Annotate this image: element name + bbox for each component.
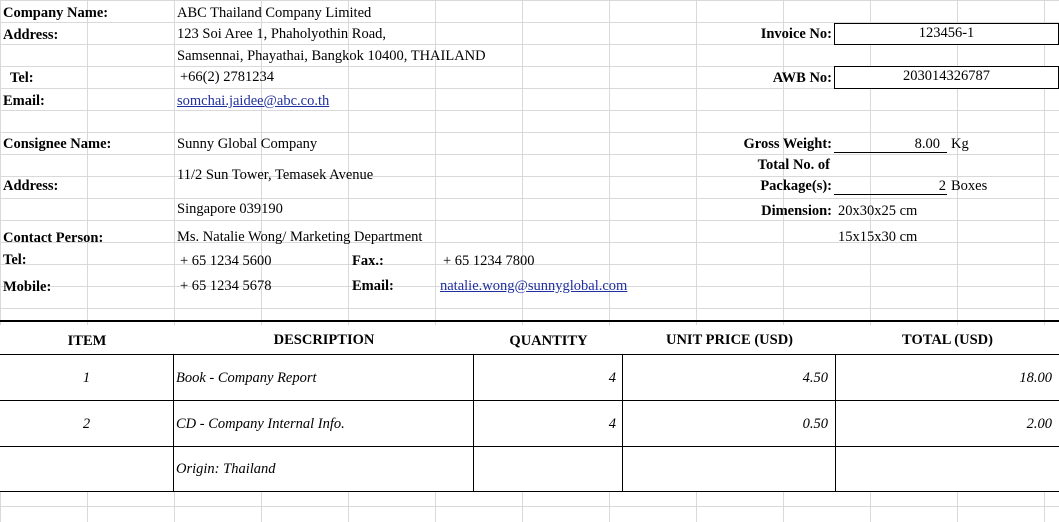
shipper-email-label: Email: (3, 93, 45, 109)
consignee-address-line2[interactable]: Singapore 039190 (177, 201, 283, 217)
table-header-description: DESCRIPTION (273, 332, 375, 348)
contact-person-label: Contact Person: (3, 230, 104, 246)
table-row-2-total-cell (836, 401, 1059, 447)
section-divider (0, 320, 1059, 322)
consignee-address-line1[interactable]: 11/2 Sun Tower, Temasek Avenue (177, 167, 374, 183)
consignee-email-label: Email: (352, 278, 394, 294)
packages-unit: Boxes (951, 178, 988, 194)
table-row-1-total-cell (836, 355, 1059, 401)
consignee-name-value[interactable]: Sunny Global Company (177, 136, 318, 152)
shipper-tel-value[interactable]: +66(2) 2781234 (180, 69, 274, 85)
shipper-address-line1[interactable]: 123 Soi Aree 1, Phaholyothin Road, (177, 26, 387, 42)
table-row-1-unit-price-cell (623, 355, 836, 401)
table-header-unit-price: UNIT PRICE (USD) (665, 332, 794, 348)
table-row-1-total[interactable]: 18.00 (1019, 370, 1052, 386)
table-row-2-total[interactable]: 2.00 (1026, 416, 1052, 432)
invoice-no-label: Invoice No: (760, 26, 832, 42)
table-row-1-item[interactable]: 1 (82, 370, 91, 386)
invoice-no-field[interactable]: 123456-1 (834, 23, 1059, 45)
table-row-3-unit-price-cell (623, 447, 836, 492)
table-header-unit-price-cell (623, 325, 836, 355)
consignee-fax-value[interactable]: + 65 1234 7800 (443, 253, 535, 269)
table-row-2-unit-price[interactable]: 0.50 (802, 416, 828, 432)
shipper-address-line2[interactable]: Samsennai, Phayathai, Bangkok 10400, THAILAND (177, 48, 486, 64)
table-row-3-description[interactable]: Origin: Thailand (176, 461, 276, 477)
packages-underline (834, 194, 947, 195)
dimension-line2[interactable]: 15x15x30 cm (838, 229, 918, 245)
consignee-name-label: Consignee Name: (3, 136, 112, 152)
table-header-item-cell (0, 325, 174, 355)
table-header-quantity-cell (474, 325, 623, 355)
table-row-1-description-cell (174, 355, 474, 401)
table-row-1-unit-price[interactable]: 4.50 (802, 370, 828, 386)
company-name-value[interactable]: ABC Thailand Company Limited (177, 5, 372, 21)
table-row-1-item-cell (0, 355, 174, 401)
items-table (0, 325, 1059, 492)
shipper-address-label: Address: (3, 27, 59, 43)
dimension-label: Dimension: (761, 203, 832, 219)
gross-weight-label: Gross Weight: (743, 136, 832, 152)
contact-person-value[interactable]: Ms. Natalie Wong/ Marketing Department (177, 229, 423, 245)
consignee-fax-label: Fax.: (352, 253, 384, 269)
table-row-2-description-cell (174, 401, 474, 447)
table-row-3-description-cell (174, 447, 474, 492)
table-row-1-description[interactable]: Book - Company Report (176, 370, 317, 386)
table-row-3-total-cell (836, 447, 1059, 492)
table-row-1-quantity-cell (474, 355, 623, 401)
consignee-tel-value[interactable]: + 65 1234 5600 (180, 253, 272, 269)
consignee-tel-label: Tel: (3, 252, 27, 268)
company-name-label: Company Name: (3, 5, 109, 21)
consignee-mobile-value[interactable]: + 65 1234 5678 (180, 278, 272, 294)
gross-weight-underline (834, 152, 947, 153)
packages-label-line2: Package(s): (760, 178, 832, 194)
table-header-item: ITEM (67, 333, 107, 349)
table-header-total: TOTAL (USD) (902, 332, 993, 348)
table-row-2-description[interactable]: CD - Company Internal Info. (176, 416, 345, 432)
table-row-1-quantity[interactable]: 4 (608, 370, 616, 386)
table-header-total-cell (836, 325, 1059, 355)
table-row-3-quantity-cell (474, 447, 623, 492)
table-header-quantity: QUANTITY (509, 333, 588, 349)
table-row-2-quantity-cell (474, 401, 623, 447)
shipper-tel-label: Tel: (10, 70, 34, 86)
gross-weight-unit: Kg (951, 136, 969, 152)
awb-no-label: AWB No: (772, 70, 832, 86)
table-row-3-item-cell (0, 447, 174, 492)
packages-value[interactable]: 2 (938, 178, 946, 194)
shipper-email-link[interactable]: somchai.jaidee@abc.co.th (177, 93, 330, 109)
table-row-2-item[interactable]: 2 (82, 416, 91, 432)
table-header-description-cell (174, 325, 474, 355)
dimension-line1[interactable]: 20x30x25 cm (838, 203, 918, 219)
awb-no-field[interactable]: 203014326787 (834, 66, 1059, 89)
consignee-address-label: Address: (3, 178, 59, 194)
consignee-email-link[interactable]: natalie.wong@sunnyglobal.com (440, 278, 628, 294)
table-row-2-quantity[interactable]: 4 (608, 416, 616, 432)
table-row-2-item-cell (0, 401, 174, 447)
gross-weight-value[interactable]: 8.00 (914, 136, 940, 152)
table-row-2-unit-price-cell (623, 401, 836, 447)
packages-label-line1: Total No. of (757, 157, 830, 173)
consignee-mobile-label: Mobile: (3, 279, 52, 295)
